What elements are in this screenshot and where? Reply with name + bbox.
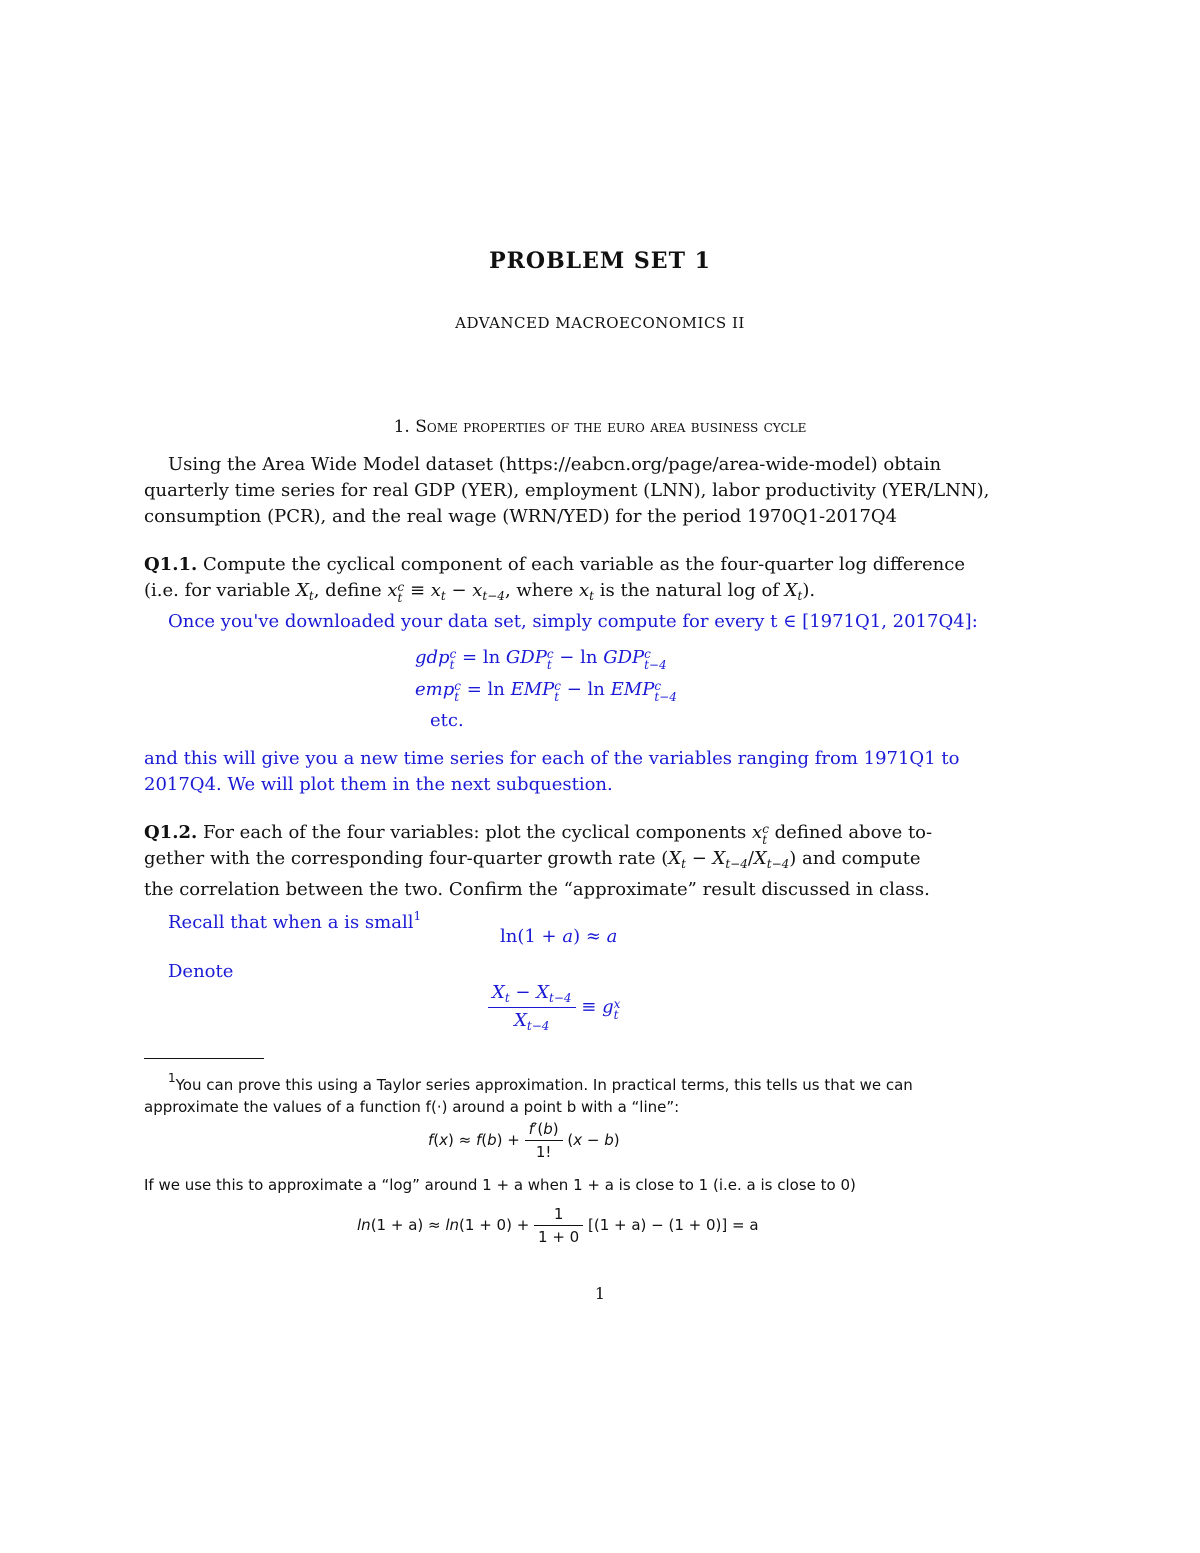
q11-text-2e: ). (802, 580, 816, 601)
growth-rate-equation: $\frac{X_t - X_{t-4}}{X_{t-4}}$ ≡ gx t (488, 982, 620, 1033)
q11-answer-line-2: 2017Q4. We will plot them in the next subquestion. (144, 774, 613, 795)
q12-text-1a: For each of the four variables: plot the cyclical components (203, 822, 753, 843)
page-title: PROBLEM SET 1 (489, 248, 711, 274)
intro-line-3: consumption (PCR), and the real wage (WRN/YED) for the period 1970Q1-2017Q4 (144, 506, 898, 527)
footnote-text-1: You can prove this using a Taylor series approximation. In practical terms, this tells us that we can (175, 1076, 913, 1094)
q11-text-2d: is the natural log of (594, 580, 785, 601)
q12-line-3: the correlation between the two. Confirm the “approximate” result discussed in class. (144, 879, 930, 900)
q12-line-1: Q1.2. For each of the four variables: plot the cyclical components xc t defined above to- (144, 822, 933, 847)
taylor-equation: f(x) ≈ f(b) + $\frac{f'(b)}{1!}$ (x − b) (428, 1120, 620, 1161)
q12-text-2b: ) and compute (789, 848, 921, 869)
footnote (144, 1067, 1044, 1118)
section-title: Some properties of the euro area business cycle (415, 417, 807, 437)
q11-block (144, 552, 1044, 635)
log-taylor-equation: ln(1 + a) ≈ ln(1 + 0) + $\frac{1}{1 + 0}$ [(1 + a) − (1 + 0)] = a (357, 1205, 759, 1246)
q11-answer-intro: Once you've downloaded your data set, simply compute for every t ∈ [1971Q1, 2017Q4]: (168, 611, 978, 632)
q12-label: Q1.2. (144, 822, 198, 843)
footnote-line-3: If we use this to approximate a “log” around 1 + a when 1 + a is close to 1 (i.e. a is close to 0) (144, 1176, 856, 1194)
footnote-ref: 1 (413, 909, 422, 923)
intro-line-2: quarterly time series for real GDP (YER), employment (LNN), labor productivity (YER/LNN), (144, 480, 990, 501)
denote-text: Denote (168, 961, 234, 982)
q11-answer-conclusion (144, 746, 1044, 798)
q11-line-2: (i.e. for variable $X_t$, define xc $t \equiv x_t - x_{t-4}$, where $x_t$ is the natural log of $X_t$). (144, 580, 816, 605)
q11-answer-line-1: and this will give you a new time series for each of the variables ranging from 1971Q1 to (144, 748, 960, 769)
log-approx-equation: ln(1 + a) ≈ a (500, 926, 618, 947)
q12-line-2: gether with the corresponding four-quarter growth rate $(X_t - X_{t-4}/X_{t-4})$ and compute (144, 848, 921, 871)
q11-label: Q1.1. (144, 554, 198, 575)
intro-paragraph (144, 452, 1044, 530)
emp-equation: empc t = ln EMPc t − ln EMPc t−4 (415, 679, 677, 704)
q11-text-1: Compute the cyclical component of each variable as the four-quarter log difference (203, 554, 965, 575)
q11-text-2a: (i.e. for variable (144, 580, 297, 601)
etc-text: etc. (430, 710, 464, 731)
section-number: 1. (393, 417, 410, 437)
q12-text-1b: defined above to- (768, 822, 933, 843)
section-heading (0, 417, 1200, 437)
footnote-line-2: approximate the values of a function f(·) around a point b with a “line”: (144, 1098, 680, 1116)
intro-line-1: Using the Area Wide Model dataset (https://eabcn.org/page/area-wide-model) obtain (168, 454, 942, 475)
q11-text-2c: , where (504, 580, 580, 601)
q11-line-1 (144, 552, 1044, 578)
q11-text-2b: , define (313, 580, 388, 601)
q12-text-2a: gether with the corresponding four-quarter growth rate ( (144, 848, 669, 869)
q12-recall-text: Recall that when a is small (168, 912, 414, 933)
gdp-equation: gdpc t = ln GDPc t − ln GDPc t−4 (415, 647, 667, 672)
course-name: ADVANCED MACROECONOMICS II (455, 314, 745, 332)
footnote-mark: 1 (168, 1071, 176, 1085)
page-number: 1 (594, 1284, 606, 1303)
footnote-rule (144, 1058, 264, 1059)
footnote-line-1 (144, 1067, 1044, 1096)
q12-block (144, 820, 1044, 936)
